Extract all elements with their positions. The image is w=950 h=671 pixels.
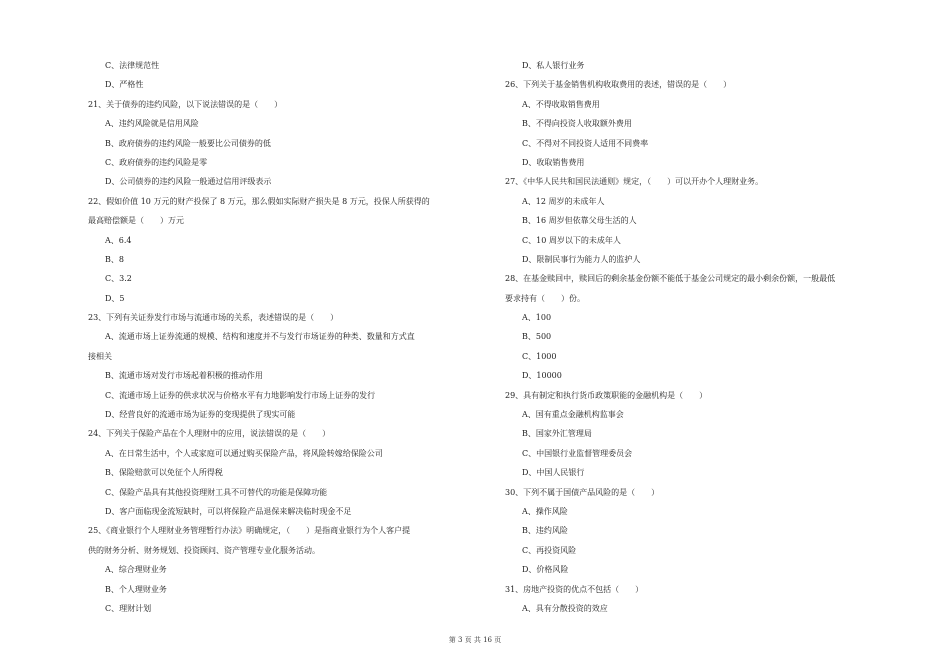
answer-option: C、1000 [522,351,557,361]
right-column [505,56,905,618]
question-text: 30、下列不属于国债产品风险的是（ ） [505,487,660,497]
answer-option: A、违约风险就是信用风险 [105,119,199,129]
question-text: 24、下列关于保险产品在个人理财中的应用，说法错误的是（ ） [88,429,331,439]
question-text: 23、下列有关证券发行市场与流通市场的关系，表述错误的是（ ） [88,313,339,323]
page-footer: 第 3 页 共 16 页 [448,636,502,644]
answer-option: C、政府债券的违约风险是零 [105,157,208,167]
question-text: 供的财务分析、财务规划、投资顾问、资产管理专业化服务活动。 [88,545,320,555]
answer-option: A、综合理财业务 [105,565,167,575]
answer-option: C、中国银行业监督管理委员会 [522,448,633,458]
answer-option: B、个人理财业务 [105,584,167,594]
answer-option: D、严格性 [105,80,144,90]
question-text: 26、下列关于基金销售机构收取费用的表述，错误的是（ ） [505,80,732,90]
answer-option: D、价格风险 [522,565,569,575]
question-text: 最高赔偿额是（ ）万元 [88,216,184,226]
answer-option: C、法律规范性 [105,61,160,70]
question-text: 接相关 [88,351,112,361]
question-text: 29、具有制定和执行货币政策职能的金融机构是（ ） [505,390,708,400]
question-text: 22、假如价值 10 万元的财产投保了 8 万元，那么假如实际财产损失是 8 万元，投保人所获得的 [88,196,430,206]
answer-option: C、不得对不同投资人适用不同费率 [522,138,649,148]
answer-option: D、经营良好的流通市场为证券的变现提供了现实可能 [105,410,296,420]
question-text: 25、《商业银行个人理财业务管理暂行办法》明确规定，（ ）是指商业银行为个人客户提 [88,526,411,536]
answer-option: A、操作风险 [522,506,568,516]
answer-option: A、100 [522,313,552,323]
question-text: 27、《中华人民共和国民法通则》规定，（ ）可以开办个人理财业务。 [505,177,764,187]
answer-option: A、6.4 [105,235,132,245]
question-text: 28、在基金赎回中，赎回后的剩余基金份额不能低于基金公司规定的最小剩余份额，一般最低 [505,274,836,284]
answer-option: B、保险赔款可以免征个人所得税 [105,468,223,478]
answer-option: C、3.2 [105,274,132,284]
answer-option: B、不得向投资人收取额外费用 [522,119,632,129]
answer-option: D、私人银行业务 [522,61,585,70]
answer-option: D、公司债券的违约风险一般通过信用评级表示 [105,177,272,187]
answer-option: B、违约风险 [522,526,568,536]
answer-option: C、理财计划 [105,603,152,613]
question-text: 要求持有（ ）份。 [505,293,585,303]
answer-option: B、流通市场对发行市场起着积极的推动作用 [105,371,263,381]
answer-option: D、中国人民银行 [522,468,585,478]
question-text: 31、房地产投资的优点不包括（ ） [505,584,644,594]
answer-option: B、国家外汇管理局 [522,429,592,439]
answer-option: D、5 [105,293,125,303]
answer-option: A、国有重点金融机构监事会 [522,410,624,420]
answer-option: A、在日常生活中，个人或家庭可以通过购买保险产品，将风险转嫁给保险公司 [105,448,383,458]
answer-option: A、具有分散投资的效应 [522,603,608,613]
answer-option: C、10 周岁以下的未成年人 [522,235,621,245]
answer-option: D、收取销售费用 [522,157,585,167]
left-column [88,56,468,618]
answer-option: C、流通市场上证券的供求状况与价格水平有力地影响发行市场上证券的发行 [105,390,376,400]
answer-option: A、12 周岁的未成年人 [522,196,605,206]
answer-option: C、再投资风险 [522,545,577,555]
answer-option: C、保险产品具有其他投资理财工具不可替代的功能是保障功能 [105,487,328,497]
answer-option: B、政府债券的违约风险一般要比公司债券的低 [105,138,271,148]
answer-option: B、500 [522,332,552,342]
answer-option: A、流通市场上证券流通的规模、结构和速度并不与发行市场证券的种类、数量和方式直 [105,332,415,342]
answer-option: B、16 周岁但依靠父母生活的人 [522,216,637,226]
question-text: 21、关于债券的违约风险，以下说法错误的是（ ） [88,99,283,109]
answer-option: D、10000 [522,371,562,381]
answer-option: B、8 [105,254,124,264]
answer-option: D、限制民事行为能力人的监护人 [522,254,641,264]
answer-option: A、不得收取销售费用 [522,99,600,109]
answer-option: D、客户面临现金流短缺时，可以将保险产品退保来解决临时现金不足 [105,506,352,516]
